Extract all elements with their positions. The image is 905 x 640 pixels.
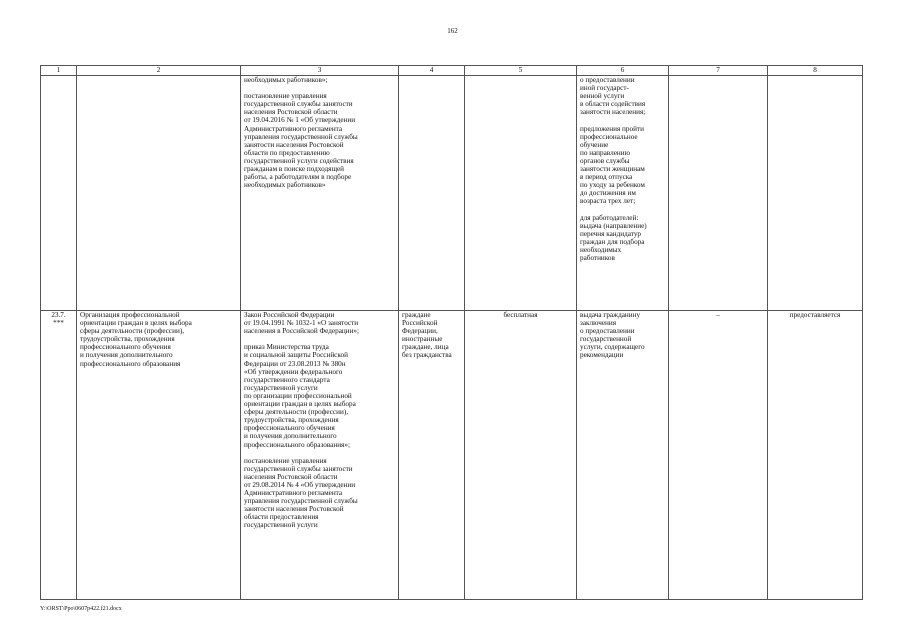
column7-cell: – [669,311,768,600]
column8-cell [768,76,863,311]
service-name-cell: Организация профессиональной ориентации граждан в целях выбора сферы деятельности (профессии), трудоустройства, прохождения профессионального обучения и получения дополнительного профессионального образования [77,311,241,600]
column-header: 7 [669,66,768,76]
column-numbers-row [41,66,863,76]
file-path-footer: Y:\ORST\Ppo\0607p422.f21.docx [40,606,122,612]
result-cell: о предоставлении иной государст- венной услуги в области содействия занятости населения; предложения пройти профессиональное обучение по направлению органов службы занятости женщинам в период отпуска по уходу за ребенком до достижения им возраста трех лет; для работодателей: выдача (направление) перечня кандидатур граждан для подбора необходимых работников [577,76,669,311]
column-header: 6 [577,66,669,76]
column8-cell: предоставляется [768,311,863,600]
table-row [41,76,863,311]
column-header: 4 [399,66,465,76]
recipients-cell [399,76,465,311]
payment-cell [465,76,577,311]
row-number-cell [41,76,77,311]
payment-cell: бесплатная [465,311,577,600]
column7-cell [669,76,768,311]
row-number-cell: 23.7. *** [41,311,77,600]
services-table [40,65,863,600]
legal-basis-cell: Закон Российской Федерации от 19.04.1991 № 1032-1 «О занятости населения в Российской Федерации»; приказ Министерства труда и социальной защиты Российской Федерации от 23.08.2013 № 380н «Об утверждении федерального государственного стандарта государственной услуги по организации профессиональной ориентации граждан в целях выбора сферы деятельности (профессии), трудоустройства, прохождения профессионального обучения и получения дополнительного профессионального образования»; постановление управления государственной службы занятости населения Ростовской области от 29.08.2014 № 4 «Об утверждении Административного регламента управления государственной службы занятости населения Ростовской области предоставления государственной услуги [241,311,399,600]
column-header: 5 [465,66,577,76]
column-header: 2 [77,66,241,76]
table-row [41,311,863,600]
recipients-cell: граждане Российской Федерации, иностранные граждане, лица без гражданства [399,311,465,600]
service-name-cell [77,76,241,311]
column-header: 1 [41,66,77,76]
result-cell: выдача гражданину заключения о предоставлении государственной услуги, содержащего рекомендации [577,311,669,600]
column-header: 8 [768,66,863,76]
page-number: 162 [447,27,458,35]
column-header: 3 [241,66,399,76]
legal-basis-cell: необходимых работников»; постановление управления государственной службы занятости населения Ростовской области от 19.04.2016 № 1 «Об утверждении Административного регламента управления государственной службы занятости населения Ростовской области по предоставлению государственной услуги содействия гражданам в поиске подходящей работы, а работодателям в подборе необходимых работников» [241,76,399,311]
